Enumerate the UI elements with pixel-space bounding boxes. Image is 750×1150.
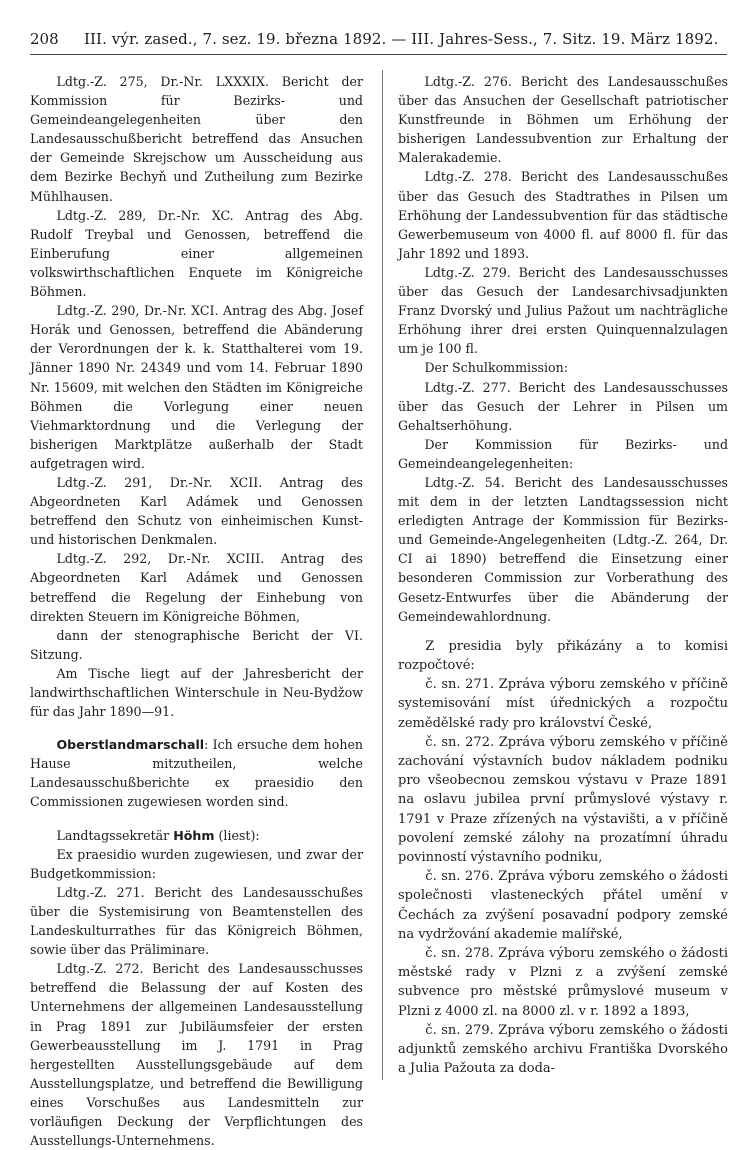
heading-school-commission: Der Schulkommission: xyxy=(424,360,568,376)
paragraph-ldtg-279: Ldtg.-Z. 279. Bericht des Landesausschusses über das Gesuch der Landesarchivsadjunkten Franz Dvorský und Julius Pažout um nachträgliche Erhöhung ihrer drei ersten Quinquennalzulagen um je 100 fl. xyxy=(398,264,728,357)
left-column xyxy=(30,72,363,1150)
right-column xyxy=(398,72,728,1078)
paragraph-ldtg-292: Ldtg.-Z. 292, Dr.-Nr. XCIII. Antrag des Abgeordneten Karl Adámek und Genossen betreffend die Regelung der Einhebung von direkten Steuern im Königreiche Böhmen, xyxy=(30,551,363,624)
running-title: III. výr. zased., 7. sez. 19. března 1892. — III. Jahres-Sess., 7. Sitz. 19. März 1892. xyxy=(84,30,719,48)
paragraph-cz-276: č. sn. 276. Zpráva výboru zemského o žádosti společnosti vlasteneckých přátel umění v Čechách za zvýšení posavadní podpory zemské na vydržování akademie malířské, xyxy=(398,869,728,942)
paragraph-ldtg-271: Ldtg.-Z. 271. Bericht des Landesausschußes über die Systemisirung von Beamtenstellen des Landeskulturrathes für das Königreich Böhmen, sowie über das Präliminare. xyxy=(30,884,363,958)
paragraph-ldtg-272: Ldtg.-Z. 272. Bericht des Landesausschusses betreffend die Belassung der auf Kosten des Unternehmens der allgemeinen Landesausstellung in Prag 1891 zur Jubiläumsfeier der ersten Gewerbeausstellung im J. 1791 in Prag hergestellten Ausstellungsgebäude auf dem Ausstellungsplatze, und betreffend die Bewilligung eines Vorschußes aus Landesmitteln zur vorläufigen Deckung der Verpflichtungen des Ausstellungs-Unternehmens. xyxy=(30,961,363,1149)
paragraph-stenographic-report: dann der stenographische Bericht der VI. Sitzung. xyxy=(30,627,363,662)
paragraph-cz-272: č. sn. 272. Zpráva výboru zemského v příčině zachování výstavních budov nákladem podniku pro všeobecnou zemskou výstavu v Praze 1891 na oslavu jubilea první průmyslové výstavy r. 1791 v Praze zřízených na výstavišti, a v příčině povolení zemské zálohy na prozatímní úhradu povinností výstavního podniku, xyxy=(398,734,728,865)
paragraph-ldtg-277: Ldtg.-Z. 277. Bericht des Landesausschusses über das Gesuch der Lehrer in Pilsen um Gehaltserhöhung. xyxy=(398,379,728,433)
speech-oberstlandmarschall: Oberstlandmarschall: Ich ersuche dem hohen Hause mitzutheilen, welche Landesausschußberichte ex praesidio den Commissionen zugewiesen worden sind. xyxy=(30,737,364,810)
paragraph-ldtg-54: Ldtg.-Z. 54. Bericht des Landesausschusses mit dem in der letzten Landtagssession nicht erledigten Antrage der Kommission für Bezirks- und Gemeinde-Angelegenheiten (Ldtg.-Z. 264, Dr. CI ai 1890) betreffend die Einsetzung einer besonderen Commission zur Vorberathung des Gesetz-Entwurfes über die Abänderung der Gemeindewahlordnung. xyxy=(398,474,728,624)
paragraph-ldtg-289: Ldtg.-Z. 289, Dr.-Nr. XC. Antrag des Abg. Rudolf Treybal und Genossen, betreffend die Einberufung einer allgemeinen volkswirthschaftlichen Enquete im Königreiche Böhmen. xyxy=(30,207,363,300)
speech-header-secretary xyxy=(30,826,363,845)
paragraph-cz-279: č. sn. 279. Zpráva výboru zemského o žádosti adjunktů zemského archivu Františka Dvorského a Julia Pažouta za doda- xyxy=(398,1022,728,1077)
running-header xyxy=(30,28,727,55)
paragraph-cz-271: č. sn. 271. Zpráva výboru zemského v příčině systemisování míst úřednických a rozpočtu zemědělské rady pro království České, xyxy=(398,677,728,731)
speaker-name: Höhm xyxy=(173,827,215,843)
paragraph-annual-report: Am Tische liegt auf der Jahresbericht der landwirthschaftlichen Winterschule in Neu-Bydžow für das Jahr 1890—91. xyxy=(30,665,363,720)
paragraph-ldtg-291: Ldtg.-Z. 291, Dr.-Nr. XCII. Antrag des Abgeordneten Karl Adámek und Genossen betreffend den Schutz von einheimischen Kunst- und historischen Denkmalen. xyxy=(30,474,363,548)
speaker-name: Oberstlandmarschall xyxy=(56,737,205,753)
speaker-note: (liest): xyxy=(218,827,260,843)
paragraph-cz-presidio: Z presidia byly přikázány a to komisi rozpočtové: xyxy=(398,638,728,673)
paragraph-ldtg-276: Ldtg.-Z. 276. Bericht des Landesausschußes über das Ansuchen der Gesellschaft patriotischer Kunstfreunde in Böhmen um Erhöhung der bisherigen Landessubvention zur Erhaltung der Malerakademie. xyxy=(398,74,728,166)
paragraph-cz-278: č. sn. 278. Zpráva výboru zemského o žádosti městské rady v Plzni z a zvýšení zemské subvence pro městské průmyslové museum v Plzni z 4000 zl. na 8000 zl. v r. 1892 a 1893, xyxy=(398,945,728,1019)
heading-district-commission: Der Kommission für Bezirks- und Gemeindeangelegenheiten: xyxy=(398,436,728,471)
paragraph-ldtg-278: Ldtg.-Z. 278. Bericht des Landesausschußes über das Gesuch des Stadtrathes in Pilsen um Erhöhung der Landessubvention für das städtische Gewerbemuseum von 4000 fl. auf 8000 fl. für das Jahr 1892 und 1893. xyxy=(398,169,728,261)
speaker-role: Landtagssekretär xyxy=(56,827,170,843)
speech-text: Ich ersuche dem hohen Hause mitzutheilen, welche Landesausschußberichte ex praesidio den Commissionen zugewiesen worden sind. xyxy=(30,737,364,810)
page-number: 208 xyxy=(30,30,59,48)
paragraph-ex-praesidio: Ex praesidio wurden zugewiesen, und zwar der Budgetkommission: xyxy=(30,846,363,881)
paragraph-ldtg-275: Ldtg.-Z. 275, Dr.-Nr. LXXXIX. Bericht der Kommission für Bezirks- und Gemeindeangelegenheiten über den Landesausschußbericht betreffend das Ansuchen der Gemeinde Skrejschow um Ausscheidung aus dem Bezirke Bechyň und Zutheilung zum Bezirke Mühlhausen. xyxy=(30,74,363,204)
paragraph-ldtg-290: Ldtg.-Z. 290, Dr.-Nr. XCI. Antrag des Abg. Josef Horák und Genossen, betreffend die Abänderung der Verordnungen der k. k. Statthalterei vom 19. Jänner 1890 Nr. 24349 und vom 14. Februar 1890 Nr. 15609, mit welchen den Städten im Königreiche Böhmen die Vorlegung einer neuen Viehmarktordnung und die Verlegung der bisherigen Marktplätze außerhalb der Stadt aufgetragen wird. xyxy=(30,303,363,471)
column-divider xyxy=(382,70,383,1080)
